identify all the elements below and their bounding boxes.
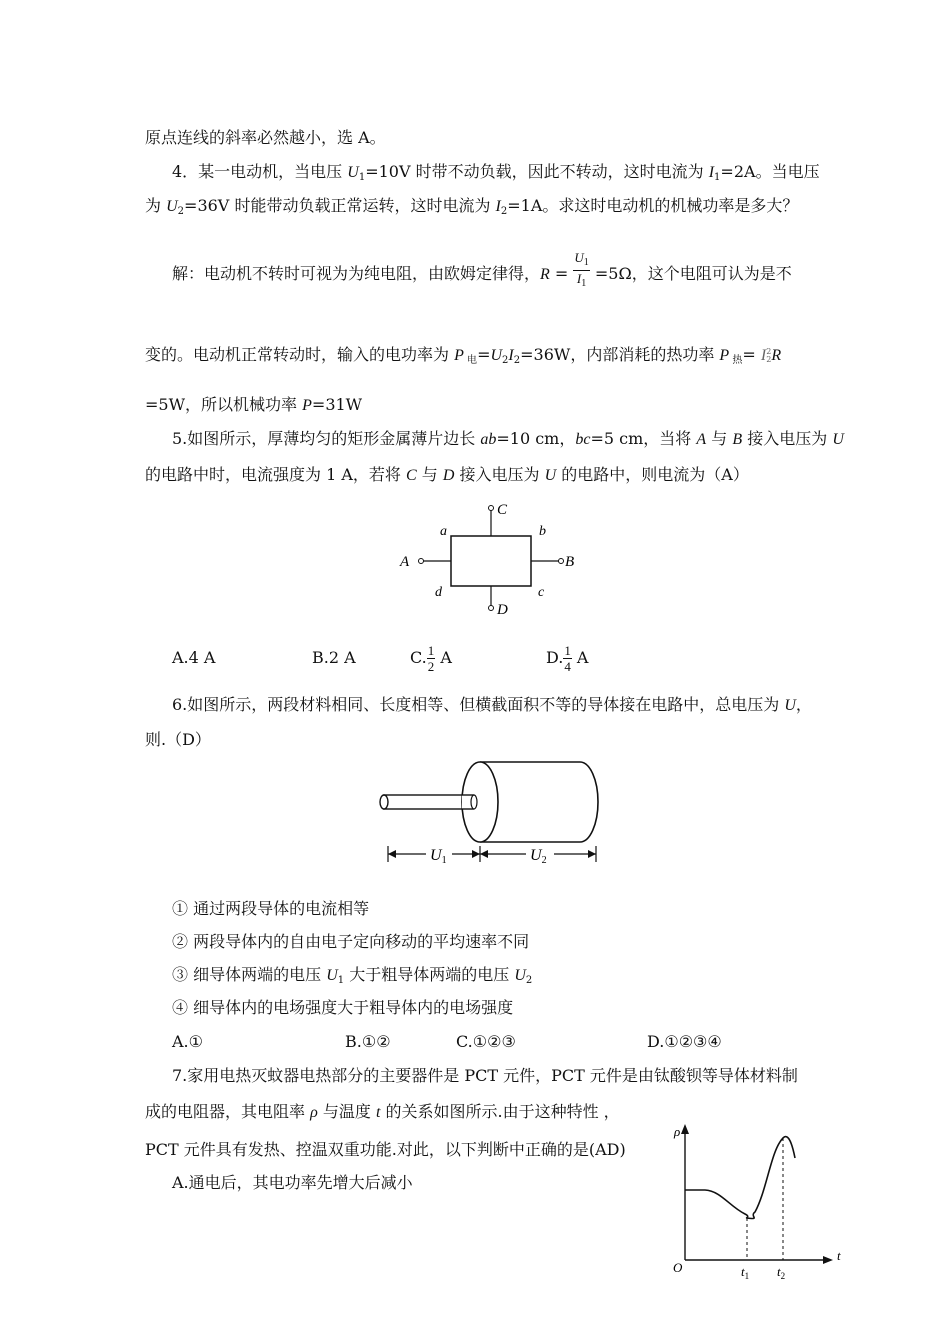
q4-text: = bbox=[742, 345, 761, 364]
q6-text: ， bbox=[795, 695, 812, 714]
var-i: I bbox=[576, 271, 582, 286]
option-text: A bbox=[435, 648, 452, 667]
q7-text: PCT 元件具有发热、控温双重功能.对此，以下判断中正确的是(AD) bbox=[145, 1140, 626, 1159]
q6-option-a bbox=[172, 1032, 203, 1052]
var-p: P bbox=[302, 397, 312, 414]
var-b: B bbox=[732, 431, 743, 448]
option-text: D. bbox=[546, 648, 564, 667]
arrow-right-icon bbox=[472, 850, 480, 858]
fraction bbox=[563, 643, 572, 674]
q6-option-c bbox=[456, 1032, 516, 1052]
sub: 1 bbox=[581, 278, 587, 289]
label-t2: $t_2$ bbox=[777, 1264, 786, 1281]
q6-statement-1 bbox=[172, 899, 369, 919]
sub: 1 bbox=[714, 172, 721, 183]
q4-solution-line bbox=[172, 250, 792, 291]
var-t: t bbox=[375, 1104, 381, 1121]
q4-text: 变的。电动机正常转动时，输入的电功率为 bbox=[145, 345, 455, 364]
q4-line4 bbox=[145, 345, 781, 371]
q7-text: 的关系如图所示.由于这种特性 ， bbox=[380, 1102, 620, 1121]
label-c-corner: c bbox=[538, 585, 545, 600]
arrow-up-icon bbox=[681, 1124, 689, 1134]
option-text: A.4 A bbox=[172, 648, 216, 667]
q5-option-b bbox=[312, 648, 356, 668]
arrow-left-icon bbox=[388, 850, 396, 858]
q4-text: =36V 时能带动负载正常运转，这时电流为 bbox=[184, 196, 496, 215]
q5-text: 与 bbox=[706, 429, 733, 448]
sub: 2 bbox=[525, 975, 533, 986]
q7-option-a bbox=[172, 1173, 413, 1193]
var-a: A bbox=[696, 431, 707, 448]
q5-option-d bbox=[546, 638, 588, 678]
statement-text: ② 两段导体内的自由电子定向移动的平均速率不同 bbox=[172, 932, 530, 951]
label-terminal-d: D bbox=[497, 602, 508, 618]
line1-text: 原点连线的斜率必然越小，选 A。 bbox=[145, 128, 386, 147]
metal-sheet bbox=[451, 536, 531, 586]
terminal-d bbox=[489, 606, 494, 611]
var-u: U bbox=[347, 164, 359, 181]
q5-option-c bbox=[410, 638, 452, 678]
q4-text: 4．某一电动机，当电压 bbox=[172, 162, 348, 181]
sub: 1 bbox=[583, 257, 589, 268]
label-u1: U1 bbox=[430, 847, 447, 866]
q4-text: ，这个电阻可认为是不 bbox=[631, 264, 792, 283]
q5-line1 bbox=[172, 429, 844, 450]
rho-t-graph bbox=[665, 1120, 845, 1282]
statement-text: ③ 细导体两端的电压 bbox=[172, 965, 327, 984]
q7-text: 7.家用电热灭蚊器电热部分的主要器件是 PCT 元件，PCT 元件是由钛酸钡等导体材料制 bbox=[172, 1066, 798, 1085]
q5-option-a bbox=[172, 648, 215, 668]
var-p: P bbox=[719, 347, 730, 364]
q5-text: 接入电压为 bbox=[454, 465, 545, 484]
arrow-left-icon bbox=[480, 850, 488, 858]
q4-line5 bbox=[145, 395, 362, 416]
conductor-diagram bbox=[370, 758, 610, 870]
option-text: C. bbox=[410, 648, 427, 667]
statement-text: ④ 细导体内的电场强度大于粗导体内的电场强度 bbox=[172, 998, 514, 1017]
label-a-corner: a bbox=[440, 524, 447, 539]
q6-option-b bbox=[345, 1032, 391, 1052]
fraction bbox=[573, 250, 589, 291]
q7-line2 bbox=[145, 1102, 620, 1123]
terminal-b bbox=[559, 559, 564, 564]
sub: 热 bbox=[729, 355, 743, 366]
q5-text: 5.如图所示，厚薄均匀的矩形金属薄片边长 bbox=[172, 429, 481, 448]
label-terminal-b: B bbox=[565, 554, 575, 570]
var-r: R bbox=[540, 266, 550, 283]
var-u: U bbox=[514, 967, 526, 984]
den: 4 bbox=[564, 659, 571, 674]
q4-text: =5W，所以机械功率 bbox=[145, 395, 303, 414]
sub: 2 bbox=[766, 354, 772, 364]
num: 1 bbox=[564, 643, 571, 658]
var-i: I bbox=[508, 347, 514, 364]
sub: 2 bbox=[177, 206, 185, 217]
sub: 1 bbox=[358, 172, 366, 183]
label-terminal-a: A bbox=[400, 554, 410, 570]
var-c: C bbox=[406, 467, 417, 484]
arrow-right-icon bbox=[823, 1256, 833, 1264]
q5-text: =10 cm， bbox=[496, 429, 576, 448]
den: 2 bbox=[427, 659, 435, 674]
thin-conductor bbox=[384, 795, 468, 809]
label-t: t bbox=[837, 1248, 841, 1263]
q5-line2 bbox=[145, 465, 749, 486]
var-d: D bbox=[442, 467, 455, 484]
label-d-corner: d bbox=[435, 585, 442, 600]
terminal-a bbox=[419, 559, 424, 564]
num: 1 bbox=[427, 643, 435, 658]
q6-line1 bbox=[172, 695, 812, 716]
var-u: U bbox=[784, 697, 796, 714]
thin-end bbox=[380, 795, 388, 809]
q7-line3 bbox=[145, 1140, 626, 1160]
option-text: A.① bbox=[172, 1032, 203, 1051]
q4-text: 解：电动机不转时可视为为纯电阻，由欧姆定律得， bbox=[172, 264, 541, 283]
var-i: I bbox=[495, 198, 501, 215]
terminal-c bbox=[489, 506, 494, 511]
rectangle-sheet-diagram bbox=[395, 498, 585, 620]
text-line bbox=[145, 128, 386, 148]
label-t1: $t_1$ bbox=[741, 1264, 750, 1281]
q6-statement-4 bbox=[172, 998, 513, 1018]
q6-text: 6.如图所示，两段材料相同、长度相等、但横截面积不等的导体接在电路中，总电压为 bbox=[172, 695, 785, 714]
option-text: C.①②③ bbox=[456, 1032, 516, 1051]
q4-text: =10V 时带不动负载，因此不转动，这时电流为 bbox=[365, 162, 709, 181]
label-u2: U2 bbox=[530, 847, 547, 866]
statement-text: 大于粗导体两端的电压 bbox=[344, 965, 515, 984]
q4-line1 bbox=[172, 162, 820, 188]
var-u: U bbox=[490, 347, 503, 364]
q4-text: =1A。求这时电动机的机械功率是多大？ bbox=[507, 196, 799, 215]
sub: 2 bbox=[500, 206, 508, 217]
var-ab: ab bbox=[480, 431, 497, 448]
var-u: U bbox=[544, 467, 557, 484]
q7-line1 bbox=[172, 1066, 798, 1086]
q4-text: =2A。当电压 bbox=[720, 162, 820, 181]
label-terminal-c: C bbox=[497, 502, 508, 518]
var-rho: ρ bbox=[310, 1104, 318, 1121]
q4-line2 bbox=[145, 196, 798, 222]
curve-segment-1 bbox=[685, 1190, 748, 1218]
var-u: U bbox=[832, 431, 844, 448]
sup: 2 bbox=[766, 346, 772, 356]
q6-statement-2 bbox=[172, 932, 529, 952]
option-text: D.①②③④ bbox=[647, 1032, 722, 1051]
sub: 2 bbox=[502, 355, 509, 366]
q5-text: 的电路中时，电流强度为 1 A，若将 bbox=[145, 465, 406, 484]
label-b-corner: b bbox=[539, 524, 546, 539]
var-i: I bbox=[708, 164, 715, 181]
q6-statement-3 bbox=[172, 965, 532, 991]
q6-option-d bbox=[647, 1032, 722, 1052]
q6-line2 bbox=[145, 730, 211, 750]
var-u: U bbox=[326, 967, 338, 984]
arrow-right-icon bbox=[588, 850, 596, 858]
q4-text: =31W bbox=[311, 395, 363, 414]
option-text: A.通电后，其电功率先增大后减小 bbox=[172, 1173, 413, 1192]
var-bc: bc bbox=[575, 431, 591, 448]
q5-text: =5 cm，当将 bbox=[590, 429, 697, 448]
var-p: P bbox=[454, 347, 464, 364]
sub: 2 bbox=[513, 355, 521, 366]
q5-text: 与 bbox=[416, 465, 443, 484]
var-u: U bbox=[166, 198, 178, 215]
q4-text: =36W，内部消耗的热功率 bbox=[520, 345, 720, 364]
q5-text: 接入电压为 bbox=[742, 429, 833, 448]
var-r: R bbox=[771, 347, 782, 364]
option-text: B.2 A bbox=[312, 648, 356, 667]
q7-text: 与温度 bbox=[317, 1102, 376, 1121]
label-rho: ρ bbox=[674, 1124, 681, 1139]
q5-text: 的电路中，则电流为（A） bbox=[556, 465, 749, 484]
option-text: A bbox=[571, 648, 589, 667]
var-u: U bbox=[574, 250, 584, 265]
q7-text: 成的电阻器，其电阻率 bbox=[145, 1102, 311, 1121]
q4-text: = bbox=[477, 345, 491, 364]
option-text: B.①② bbox=[345, 1032, 391, 1051]
sub: 电 bbox=[463, 355, 478, 366]
q4-text: 为 bbox=[145, 196, 167, 215]
var-i: I bbox=[760, 347, 767, 364]
q4-text: = bbox=[549, 264, 574, 283]
fraction bbox=[427, 643, 436, 674]
statement-text: ① 通过两段导体的电流相等 bbox=[172, 899, 370, 918]
curve-segment-2 bbox=[747, 1137, 795, 1219]
sub: 1 bbox=[337, 975, 345, 986]
q6-text: 则.（D） bbox=[145, 730, 211, 749]
label-origin: O bbox=[673, 1260, 683, 1275]
q4-text: =5Ω bbox=[589, 264, 632, 283]
